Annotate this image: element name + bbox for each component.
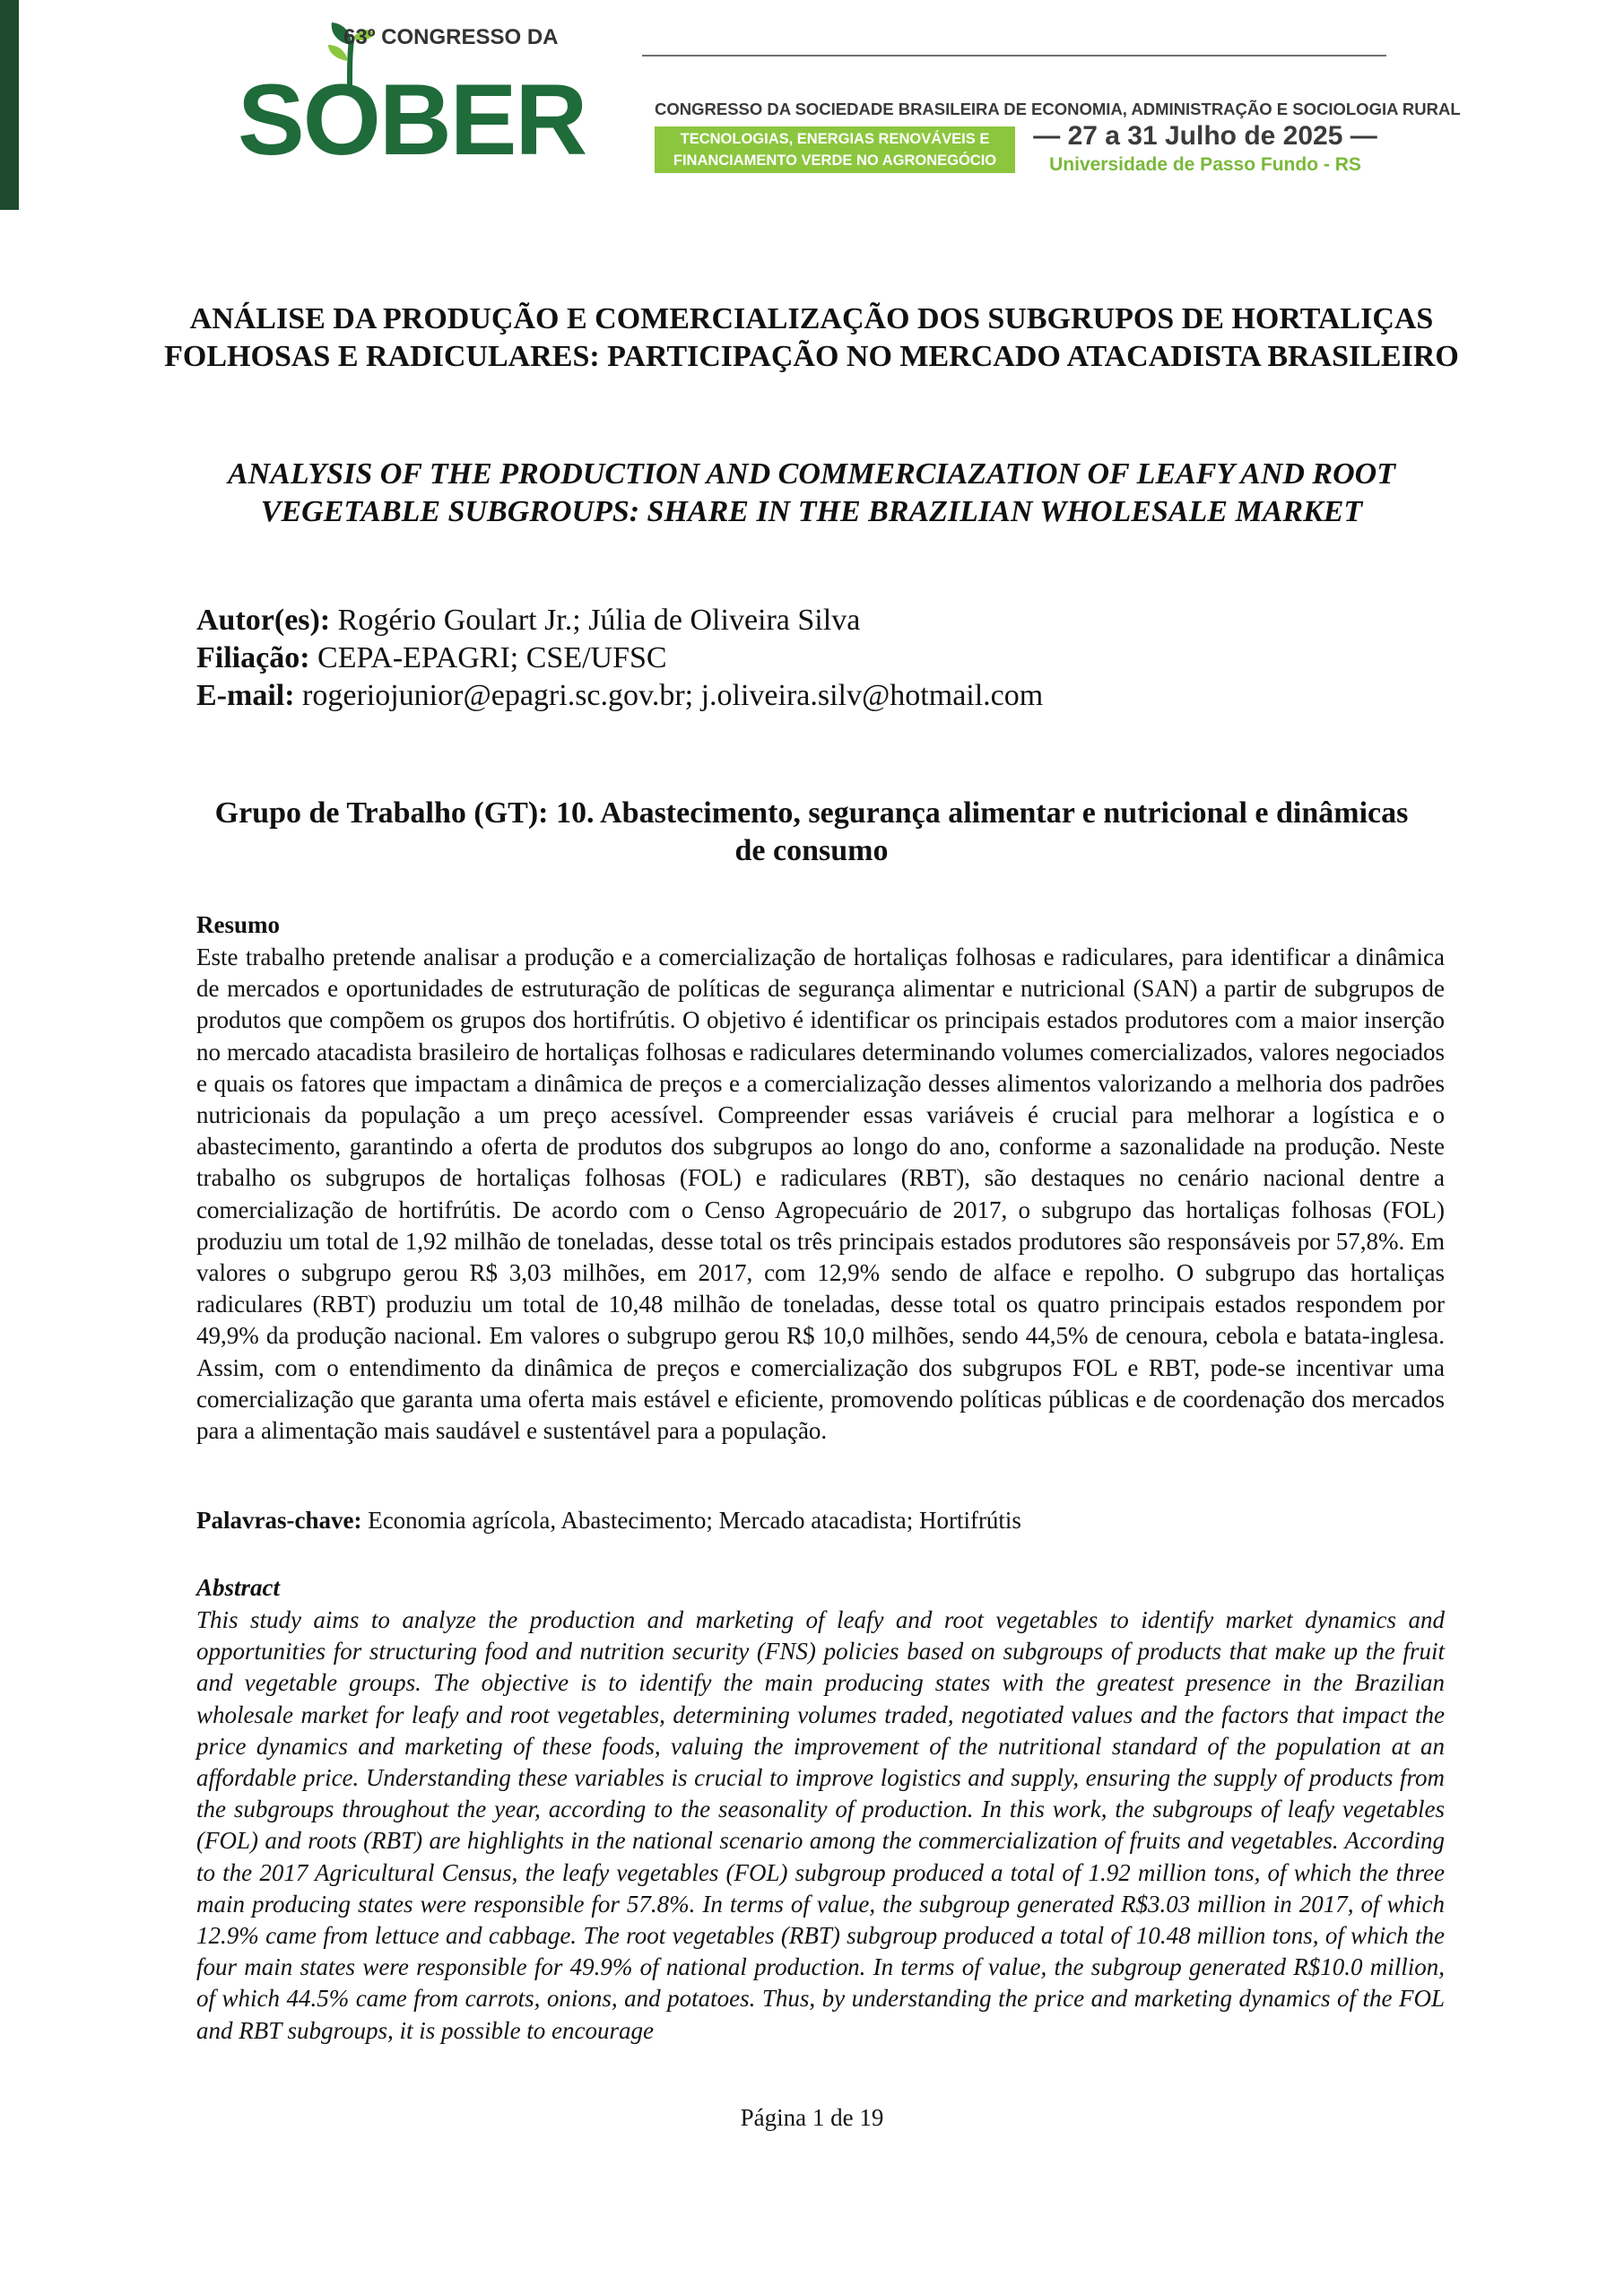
abstract-text: This study aims to analyze the production and marketing of leafy and root vegetables to identify market dynamics and opportunities for structuring food and nutrition security (FNS) policies based on subgroups of products that make up the fruit and vegetable groups. The objective is to identify the main producing states with the greatest presence in the Brazilian wholesale market for leafy and root vegetables, determining volumes traded, negotiated values and the factors that impact the price dynamics and marketing of these foods, valuing the improvement of the nutritional standard of the population at an affordable price. Understanding these variables is crucial to improve logistics and supply, ensuring the supply of products from the subgroups throughout the year, according to the seasonality of production. In this work, the subgroups of leafy vegetables (FOL) and roots (RBT) are highlights in the national scenario among the commercialization of fruits and vegetables. According to the 2017 Agricultural Census, the leafy vegetables (FOL) subgroup produced a total of 1.92 million tons, of which the three main producing states were responsible for 57.8%. In terms of value, the subgroup generated R$3.03 million in 2017, of which 12.9% came from lettuce and cabbage. The root vegetables (RBT) subgroup produced a total of 10.48 million tons, of which the four main states were responsible for 49.9% of national production. In terms of value, the subgroup generated R$10.0 million, of which 44.5% came from carrots, onions, and potatoes. Thus, by understanding the price and marketing dynamics of the FOL and RBT subgroups, it is possible to encourage (196, 1606, 1445, 2044)
society-name: CONGRESSO DA SOCIEDADE BRASILEIRA DE ECONOMIA, ADMINISTRAÇÃO E SOCIOLOGIA RURAL (655, 100, 1461, 118)
email-label: E-mail: (196, 679, 295, 712)
title-portuguese: ANÁLISE DA PRODUÇÃO E COMERCIALIZAÇÃO DOS SUBGRUPOS DE HORTALIÇAS FOLHOSAS E RADICULARES: PARTICIPAÇÃO NO MERCADO ATACADISTA BRASILEIRO (164, 302, 1459, 373)
working-group: Grupo de Trabalho (GT): 10. Abastecimento, segurança alimentar e nutricional e dinâmicas de consumo (214, 796, 1409, 867)
congress-logo (238, 18, 587, 179)
abstract-heading: Abstract (196, 1574, 281, 1601)
left-color-stripe (0, 0, 19, 210)
title-english: ANALYSIS OF THE PRODUCTION AND COMMERCIAZATION OF LEAFY AND ROOT VEGETABLE SUBGROUPS: SHARE IN THE BRAZILIAN WHOLESALE MARKET (228, 457, 1395, 528)
email-line (196, 678, 1452, 714)
event-dates: — 27 a 31 Julho de 2025 — (1033, 121, 1377, 151)
affiliation-value: CEPA-EPAGRI; CSE/UFSC (317, 641, 667, 674)
authors-label: Autor(es): (196, 604, 331, 637)
keywords-value: Economia agrícola, Abastecimento; Mercado atacadista; Hortifrútis (368, 1507, 1021, 1534)
email-value: rogeriojunior@epagri.sc.gov.br; j.oliveira.silv@hotmail.com (302, 679, 1044, 712)
page-number: Página 1 de 19 (740, 2104, 884, 2131)
theme-line-2: FINANCIAMENTO VERDE NO AGRONEGÓCIO (673, 152, 997, 169)
event-venue: Universidade de Passo Fundo - RS (1049, 154, 1361, 175)
logo-wordmark: SOBER (238, 64, 586, 176)
logo-congress-text: 63º CONGRESSO DA (343, 25, 559, 49)
resumo-text: Este trabalho pretende analisar a produção e a comercialização de hortaliças folhosas e radiculares, para identificar a dinâmica de mercados e oportunidades de estruturação de políticas de segurança alimentar e nutricional (SAN) a partir de subgrupos de produtos que compõem os grupos dos hortifrútis. O objetivo é identificar os principais estados produtores com a maior inserção no mercado atacadista brasileiro de hortaliças folhosas e radiculares determinando volumes comercializados, valores negociados e quais os fatores que impactam a dinâmica de preços e a comercialização desses alimentos valorizando a melhoria dos padrões nutricionais da população a um preço acessível. Compreender essas variáveis é crucial para melhorar a logística e o abastecimento, garantindo a oferta de produtos dos subgrupos ao longo do ano, conforme a sazonalidade na produção. Neste trabalho os subgrupos de hortaliças folhosas (FOL) e radiculares (RBT), são destaques no cenário nacional dentre a comercialização de hortifrútis. De acordo com o Censo Agropecuário de 2017, o subgrupo das hortaliças folhosas (FOL) produziu um total de 1,92 milhão de toneladas, desse total os três principais estados produtores são responsáveis por 57,8%. Em valores o subgrupo gerou R$ 3,03 milhões, em 2017, com 12,9% sendo de alface e repolho. O subgrupo das hortaliças radiculares (RBT) produziu um total de 10,48 milhão de toneladas, desse total os quatro principais estados respondem por 49,9% da produção nacional. Em valores o subgrupo gerou R$ 10,0 milhões, sendo 44,5% de cenoura, cebola e batata-inglesa. Assim, com o entendimento da dinâmica de preços e comercialização dos subgrupos FOL e RBT, pode-se incentivar uma comercialização que garanta uma oferta mais estável e eficiente, promovendo políticas públicas e de coordenação dos mercados para a alimentação mais saudável e sustentável para a população. (196, 944, 1445, 1445)
keywords-line (196, 1505, 1445, 1536)
authors-value: Rogério Goulart Jr.; Júlia de Oliveira Silva (337, 604, 861, 637)
theme-banner (655, 126, 1015, 173)
keywords-label: Palavras-chave: (196, 1507, 362, 1534)
theme-line-1: TECNOLOGIAS, ENERGIAS RENOVÁVEIS E (680, 131, 990, 147)
affiliation-label: Filiação: (196, 641, 310, 674)
header-rule (642, 55, 1386, 57)
affiliation-line (196, 640, 1452, 676)
authors-line (196, 603, 1452, 639)
resumo-heading: Resumo (196, 911, 280, 938)
